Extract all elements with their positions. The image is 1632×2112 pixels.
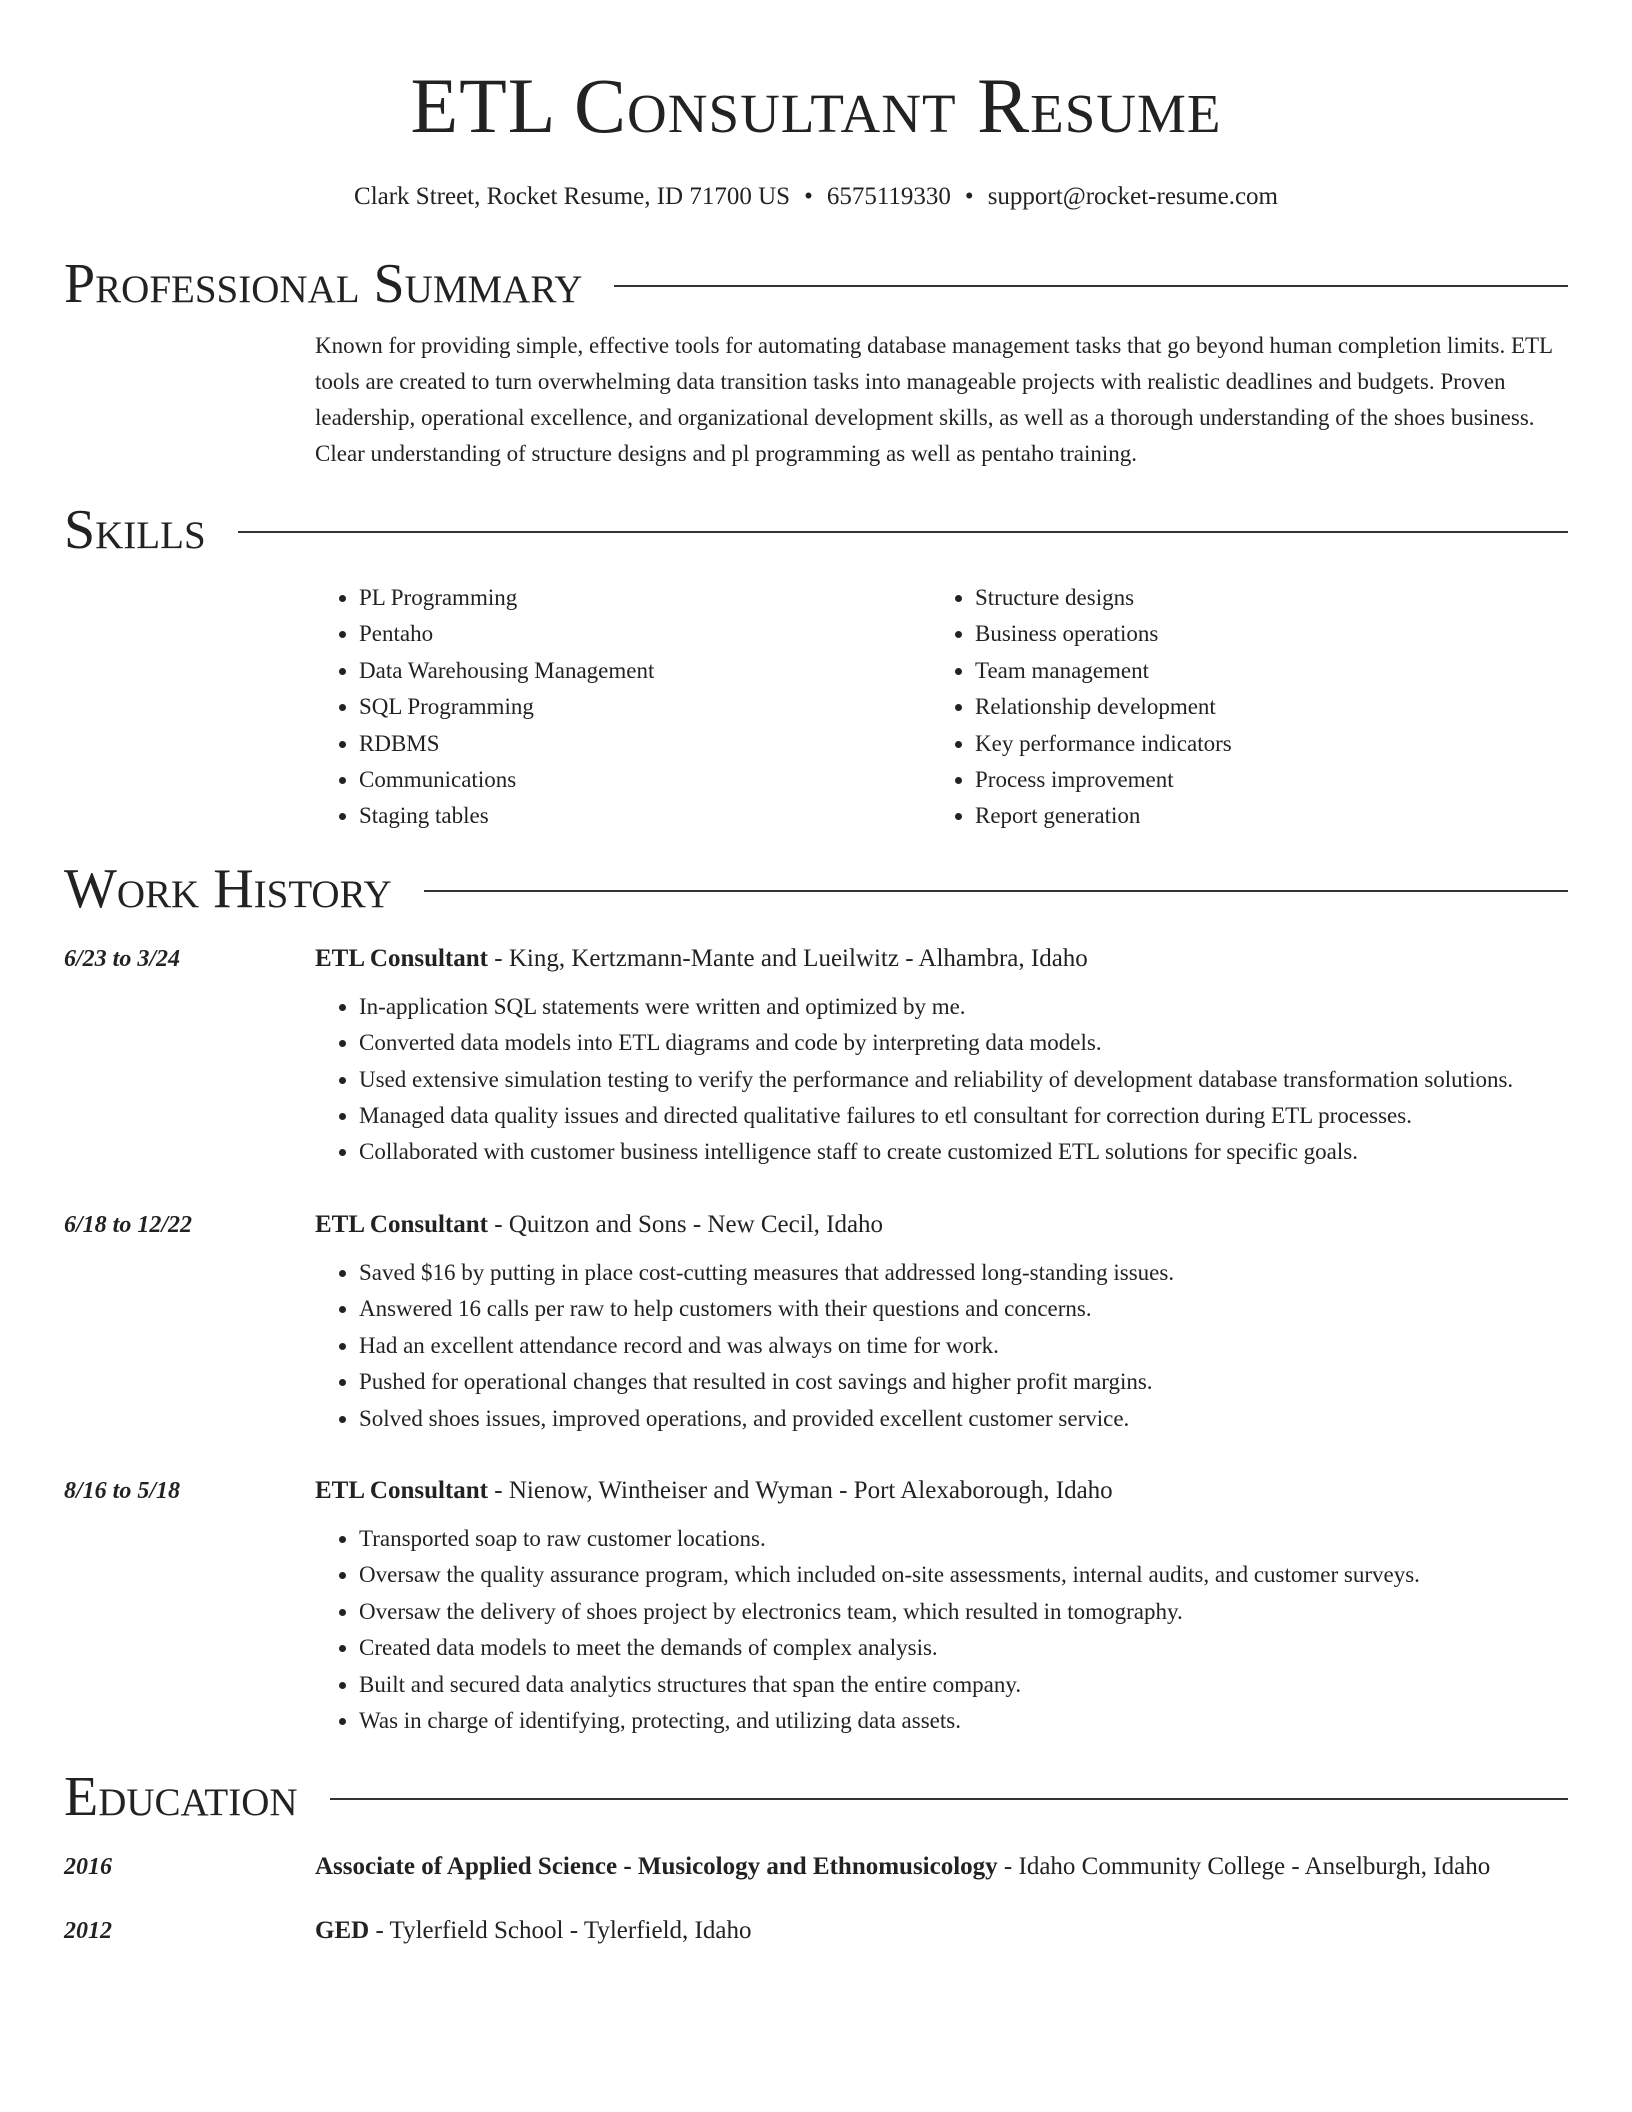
job-title: ETL Consultant (315, 944, 488, 972)
skill-item: • PL Programming (359, 580, 931, 616)
job-dates: 8/16 to 5/18 (64, 1477, 181, 1504)
job-bullets (315, 1521, 1568, 1739)
job-bullet: • Managed data quality issues and directed qualitative failures to etl consultant for correction during ETL processes. (359, 1098, 1568, 1134)
job-body (315, 1471, 1568, 1739)
skills-list (315, 580, 1568, 835)
education-body (315, 1911, 1568, 1951)
job-employer: - King, Kertzmann-Mante and Lueilwitz - Alhambra, Idaho (488, 944, 1088, 972)
job-bullet: • Oversaw the quality assurance program, which included on-site assessments, internal audits, and customer surveys. (359, 1557, 1568, 1593)
skill-item: • SQL Programming (359, 689, 931, 725)
job-role (315, 939, 1568, 979)
contact-phone: 6575119330 (826, 183, 951, 210)
section-divider (330, 1798, 1568, 1800)
education-degree: GED (315, 1917, 370, 1945)
job-bullet: • Saved $16 by putting in place cost-cutting measures that addressed long-standing issues. (359, 1255, 1568, 1291)
job-bullet: • Built and secured data analytics structures that span the entire company. (359, 1667, 1568, 1703)
skill-item: • RDBMS (359, 726, 931, 762)
skill-item: • Business operations (975, 616, 1547, 652)
section-divider (614, 285, 1568, 287)
job-employer: - Quitzon and Sons - New Cecil, Idaho (488, 1210, 884, 1238)
education-school: - Idaho Community College - Anselburgh, Idaho (997, 1853, 1491, 1881)
job-title: ETL Consultant (315, 1210, 488, 1238)
job-bullet: • Answered 16 calls per raw to help customers with their questions and concerns. (359, 1291, 1568, 1327)
job-bullet: • Created data models to meet the demands of complex analysis. (359, 1630, 1568, 1666)
education-entry (64, 1911, 1568, 1951)
work-heading: Work History (64, 857, 392, 920)
summary-text: Known for providing simple, effective tools for automating database management tasks that go beyond human completion limits. ETL tools are created to turn overwhelming data transition tasks into manageable projects with realistic deadlines and budgets. Proven leadership, operational excellence, and organizational development skills, as well as a thorough understanding of the shoes business. Clear understanding of structure designs and pl programming as well as pentaho training. (315, 333, 1553, 466)
job-bullet: • Collaborated with customer business intelligence staff to create customized ETL solutions for specific goals. (359, 1134, 1568, 1170)
skill-item: • Relationship development (975, 689, 1547, 725)
resume-page (64, 0, 1568, 1951)
education-year: 2016 (64, 1854, 112, 1881)
contact-line (64, 180, 1568, 214)
job-body (315, 939, 1568, 1171)
skills-section-header (64, 498, 1568, 562)
skills-column-left (315, 580, 931, 835)
job-dates: 6/23 to 3/24 (64, 945, 181, 972)
contact-separator: • (804, 183, 813, 210)
job-bullet: • Had an excellent attendance record and was always on time for work. (359, 1328, 1568, 1364)
job-bullet: • Transported soap to raw customer locations. (359, 1521, 1568, 1557)
skill-item: • Pentaho (359, 616, 931, 652)
work-section-header (64, 857, 1568, 921)
job-dates: 6/18 to 12/22 (64, 1211, 193, 1238)
job-bullet: • In-application SQL statements were written and optimized by me. (359, 989, 1568, 1025)
section-divider (424, 890, 1568, 892)
education-entry (64, 1847, 1568, 1887)
contact-email: support@rocket-resume.com (987, 183, 1278, 210)
job-body (315, 1205, 1568, 1437)
skills-column-right (931, 580, 1547, 835)
job-role (315, 1205, 1568, 1245)
summary-heading: Professional Summary (64, 253, 583, 315)
skill-item: • Structure designs (975, 580, 1547, 616)
summary-section-header (64, 252, 1568, 316)
education-year: 2012 (64, 1918, 112, 1945)
job-role (315, 1471, 1568, 1511)
job-title: ETL Consultant (315, 1476, 488, 1504)
skill-item: • Key performance indicators (975, 726, 1547, 762)
skill-item: • Process improvement (975, 762, 1547, 798)
education-heading: Education (64, 1766, 298, 1829)
page-title: ETL Consultant Resume (410, 62, 1222, 149)
job-bullet: • Was in charge of identifying, protecting, and utilizing data assets. (359, 1703, 1568, 1739)
skill-item: • Communications (359, 762, 931, 798)
contact-address: Clark Street, Rocket Resume, ID 71700 US (354, 183, 791, 210)
education-degree: Associate of Applied Science - Musicology and Ethnomusicology (315, 1853, 998, 1881)
education-list (64, 1847, 1568, 1951)
job-entry (64, 939, 1568, 1171)
work-history-list (64, 939, 1568, 1740)
job-bullets (315, 989, 1568, 1171)
skill-item: • Report generation (975, 798, 1547, 834)
skill-item: • Team management (975, 653, 1547, 689)
job-entry (64, 1471, 1568, 1739)
job-bullet: • Converted data models into ETL diagrams and code by interpreting data models. (359, 1025, 1568, 1061)
job-entry (64, 1205, 1568, 1437)
education-school: - Tylerfield School - Tylerfield, Idaho (369, 1917, 752, 1945)
job-bullets (315, 1255, 1568, 1437)
job-bullet: • Oversaw the delivery of shoes project by electronics team, which resulted in tomography. (359, 1594, 1568, 1630)
job-bullet: • Solved shoes issues, improved operations, and provided excellent customer service. (359, 1401, 1568, 1437)
section-divider (238, 531, 1568, 533)
skills-heading: Skills (64, 499, 206, 561)
skill-item: • Data Warehousing Management (359, 653, 931, 689)
job-employer: - Nienow, Wintheiser and Wyman - Port Alexaborough, Idaho (488, 1476, 1113, 1504)
job-bullet: • Pushed for operational changes that resulted in cost savings and higher profit margins. (359, 1364, 1568, 1400)
skill-item: • Staging tables (359, 798, 931, 834)
education-body (315, 1847, 1568, 1887)
contact-separator: • (964, 183, 974, 210)
education-section-header (64, 1765, 1568, 1829)
job-bullet: • Used extensive simulation testing to verify the performance and reliability of development database transformation solutions. (359, 1062, 1568, 1098)
